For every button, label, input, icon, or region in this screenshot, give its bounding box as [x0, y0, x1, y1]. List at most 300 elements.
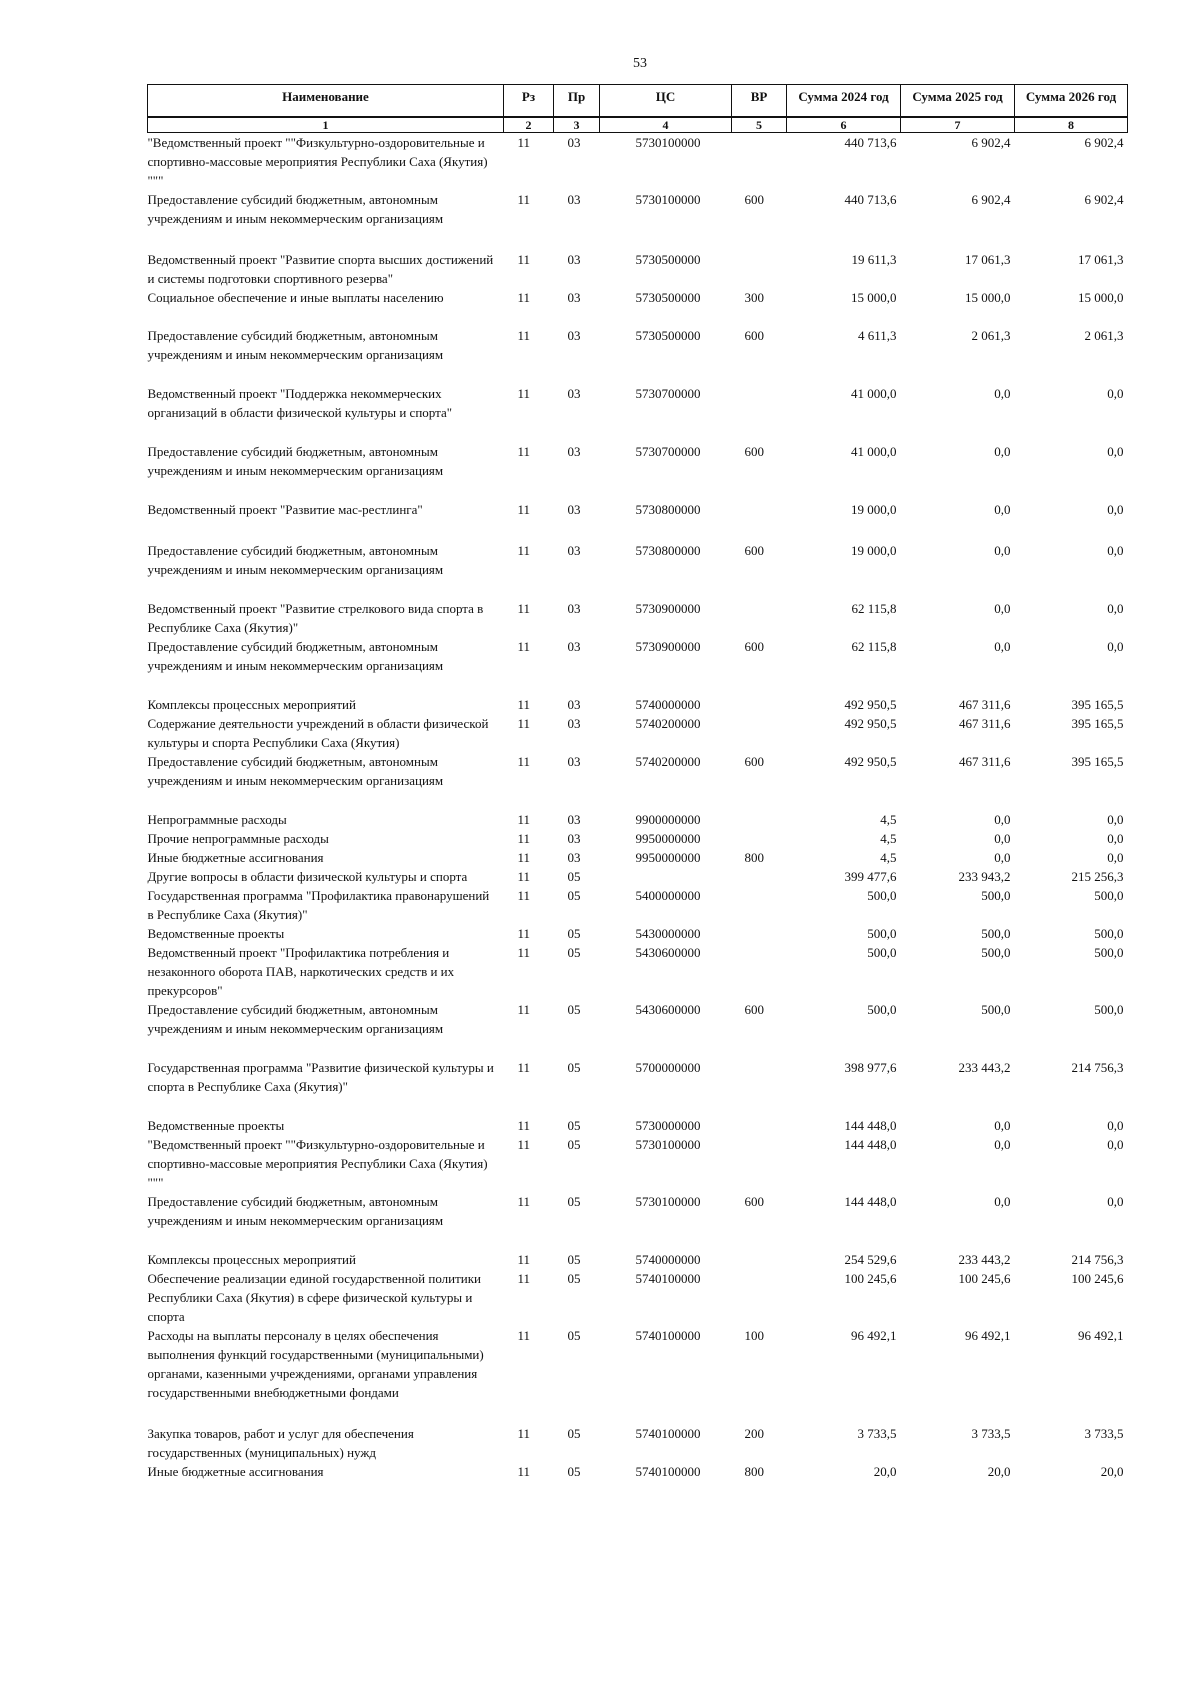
row-name-cell: Предоставление субсидий бюджетным, автономным учреждениям и иным некоммерческим организациям — [147, 1002, 444, 1036]
row-sum-2024-cell: 19 000,0 — [851, 502, 897, 517]
row-rz-cell: 11 — [517, 192, 531, 207]
row-sum-2026-cell: 0,0 — [1107, 543, 1124, 558]
row-pr-cell: 03 — [567, 252, 581, 267]
row-vr-cell — [732, 1135, 787, 1192]
row-rz-cell: 11 — [517, 1252, 531, 1267]
row-cs-cell: 5730100000 — [635, 192, 701, 207]
row-rz-cell: 11 — [517, 945, 531, 960]
row-sum-2025-cell: 233 943,2 — [958, 869, 1011, 884]
row-rz-cell: 11 — [517, 1464, 531, 1479]
row-name-cell: Предоставление субсидий бюджетным, автономным учреждениям и иным некоммерческим организациям — [147, 328, 444, 362]
row-cs-cell: 5430600000 — [635, 945, 701, 960]
row-name-cell: "Ведомственный проект ""Физкультурно-оздоровительные и спортивно-массовые мероприятия Республики Саха (Якутия) """ — [147, 1137, 488, 1190]
row-sum-2026-cell: 395 165,5 — [1071, 697, 1124, 712]
row-sum-2025-cell: 3 733,5 — [971, 1426, 1011, 1441]
row-sum-2026-cell: 0,0 — [1107, 601, 1124, 616]
row-rz-cell: 11 — [517, 601, 531, 616]
row-vr-cell — [732, 867, 787, 886]
row-pr-cell: 05 — [567, 945, 581, 960]
row-sum-2026-cell: 20,0 — [1100, 1464, 1124, 1479]
row-sum-2026-cell: 2 061,3 — [1084, 328, 1124, 343]
row-rz-cell: 11 — [517, 1137, 531, 1152]
row-name-cell: Закупка товаров, работ и услуг для обеспечения государственных (муниципальных) нужд — [147, 1426, 414, 1460]
row-cs-cell: 5730500000 — [635, 328, 701, 343]
row-rz-cell: 11 — [517, 1118, 531, 1133]
row-vr-cell — [732, 924, 787, 943]
table-row — [148, 810, 1128, 829]
budget-table-wrapper — [147, 84, 1124, 1481]
row-sum-2024-cell: 4,5 — [880, 850, 897, 865]
row-vr-cell: 600 — [744, 444, 764, 459]
row-pr-cell: 03 — [567, 290, 581, 305]
row-sum-2025-cell: 6 902,4 — [971, 135, 1011, 150]
table-row — [148, 599, 1128, 637]
row-vr-cell — [732, 250, 787, 288]
row-vr-cell: 200 — [744, 1426, 764, 1441]
row-cs-cell: 5730100000 — [635, 1194, 701, 1209]
row-pr-cell: 03 — [567, 601, 581, 616]
row-pr-cell: 03 — [567, 502, 581, 517]
table-row — [148, 541, 1128, 599]
row-rz-cell: 11 — [517, 290, 531, 305]
row-vr-cell: 600 — [744, 192, 764, 207]
row-name-cell: Предоставление субсидий бюджетным, автономным учреждениям и иным некоммерческим организациям — [147, 639, 444, 673]
row-sum-2025-cell: 233 443,2 — [958, 1252, 1011, 1267]
row-sum-2026-cell: 0,0 — [1107, 1194, 1124, 1209]
row-sum-2025-cell: 467 311,6 — [958, 754, 1011, 769]
row-vr-cell: 600 — [744, 754, 764, 769]
row-name-cell: Государственная программа "Развитие физической культуры и спорта в Республике Саха (Якутия)" — [147, 1060, 494, 1094]
row-sum-2024-cell: 144 448,0 — [844, 1194, 897, 1209]
row-cs-cell: 5730900000 — [635, 601, 701, 616]
row-pr-cell: 05 — [567, 888, 581, 903]
row-name-cell: "Ведомственный проект ""Физкультурно-оздоровительные и спортивно-массовые мероприятия Республики Саха (Якутия) """ — [147, 135, 488, 188]
row-sum-2024-cell: 15 000,0 — [851, 290, 897, 305]
table-row — [148, 829, 1128, 848]
row-vr-cell: 600 — [744, 543, 764, 558]
row-cs-cell: 5730000000 — [635, 1118, 701, 1133]
row-pr-cell: 05 — [567, 869, 581, 884]
row-vr-cell — [732, 829, 787, 848]
row-vr-cell: 600 — [744, 639, 764, 654]
row-sum-2025-cell: 0,0 — [994, 1194, 1011, 1209]
row-sum-2025-cell: 0,0 — [994, 543, 1011, 558]
row-sum-2026-cell: 0,0 — [1107, 831, 1124, 846]
row-sum-2024-cell: 41 000,0 — [851, 444, 897, 459]
row-sum-2026-cell: 0,0 — [1107, 639, 1124, 654]
row-sum-2024-cell: 399 477,6 — [844, 869, 897, 884]
column-number: 2 — [504, 117, 554, 133]
row-sum-2025-cell: 96 492,1 — [965, 1328, 1011, 1343]
row-vr-cell: 800 — [744, 850, 764, 865]
row-sum-2026-cell: 0,0 — [1107, 386, 1124, 401]
row-rz-cell: 11 — [517, 135, 531, 150]
column-number: 5 — [732, 117, 787, 133]
table-row — [148, 637, 1128, 695]
table-row — [148, 886, 1128, 924]
row-name-cell: Расходы на выплаты персоналу в целях обеспечения выполнения функций государственными (муниципальными) органами, казенными учреждениями, органами управления государственными внебюджетными фондами — [147, 1328, 484, 1400]
row-pr-cell: 05 — [567, 1137, 581, 1152]
row-name-cell: Предоставление субсидий бюджетным, автономным учреждениям и иным некоммерческим организациям — [147, 192, 444, 226]
row-vr-cell — [732, 695, 787, 714]
row-vr-cell: 600 — [744, 328, 764, 343]
row-sum-2025-cell: 500,0 — [981, 926, 1011, 941]
row-cs-cell: 5730700000 — [635, 386, 701, 401]
table-row — [148, 867, 1128, 886]
row-name-cell: Ведомственный проект "Развитие спорта высших достижений и системы подготовки спортивного резерва" — [147, 252, 494, 286]
row-sum-2024-cell: 144 448,0 — [844, 1137, 897, 1152]
row-sum-2024-cell: 100 245,6 — [844, 1271, 897, 1286]
row-sum-2025-cell: 467 311,6 — [958, 697, 1011, 712]
row-vr-cell: 100 — [744, 1328, 764, 1343]
row-pr-cell: 05 — [567, 1002, 581, 1017]
row-rz-cell: 11 — [517, 1194, 531, 1209]
row-cs-cell: 5740000000 — [635, 1252, 701, 1267]
row-sum-2025-cell: 0,0 — [994, 386, 1011, 401]
row-rz-cell: 11 — [517, 502, 531, 517]
row-sum-2024-cell: 500,0 — [867, 888, 897, 903]
row-sum-2026-cell: 100 245,6 — [1071, 1271, 1124, 1286]
row-pr-cell: 03 — [567, 831, 581, 846]
row-rz-cell: 11 — [517, 831, 531, 846]
row-name-cell: Ведомственные проекты — [147, 1118, 285, 1133]
row-pr-cell: 05 — [567, 1426, 581, 1441]
table-row — [148, 1116, 1128, 1135]
row-cs-cell: 5730100000 — [635, 135, 701, 150]
table-row — [148, 1135, 1128, 1192]
row-sum-2025-cell: 0,0 — [994, 639, 1011, 654]
row-pr-cell: 05 — [567, 926, 581, 941]
row-name-cell: Комплексы процессных мероприятий — [147, 697, 356, 712]
row-name-cell: Предоставление субсидий бюджетным, автономным учреждениям и иным некоммерческим организациям — [147, 543, 444, 577]
table-row — [148, 288, 1128, 326]
row-name-cell: Предоставление субсидий бюджетным, автономным учреждениям и иным некоммерческим организациям — [147, 444, 444, 478]
table-row — [148, 133, 1128, 191]
row-pr-cell: 03 — [567, 812, 581, 827]
header-name: Наименование — [148, 85, 504, 118]
column-number: 8 — [1015, 117, 1128, 133]
row-sum-2026-cell: 500,0 — [1094, 926, 1124, 941]
row-name-cell: Социальное обеспечение и иные выплаты населению — [147, 290, 444, 305]
header-rz: Рз — [504, 85, 554, 118]
row-rz-cell: 11 — [517, 1271, 531, 1286]
row-sum-2025-cell: 0,0 — [994, 1137, 1011, 1152]
row-vr-cell: 300 — [744, 290, 764, 305]
row-sum-2024-cell: 492 950,5 — [844, 716, 897, 731]
page-number: 53 — [633, 56, 647, 71]
row-cs-cell: 5400000000 — [635, 888, 701, 903]
row-pr-cell: 05 — [567, 1464, 581, 1479]
row-cs-cell: 5740100000 — [635, 1328, 701, 1343]
row-sum-2025-cell: 0,0 — [994, 601, 1011, 616]
table-row — [148, 1058, 1128, 1116]
table-row — [148, 943, 1128, 1000]
row-pr-cell: 03 — [567, 444, 581, 459]
row-rz-cell: 11 — [517, 1328, 531, 1343]
row-pr-cell: 03 — [567, 135, 581, 150]
row-rz-cell: 11 — [517, 444, 531, 459]
row-pr-cell: 03 — [567, 328, 581, 343]
row-name-cell: Ведомственные проекты — [147, 926, 285, 941]
header-sum-2025: Сумма 2025 год — [901, 85, 1015, 118]
row-vr-cell — [732, 886, 787, 924]
row-vr-cell: 600 — [744, 1002, 764, 1017]
row-cs-cell: 5730900000 — [635, 639, 701, 654]
column-number: 4 — [600, 117, 732, 133]
row-pr-cell: 05 — [567, 1060, 581, 1075]
row-sum-2024-cell: 500,0 — [867, 926, 897, 941]
row-sum-2026-cell: 6 902,4 — [1084, 192, 1124, 207]
row-vr-cell: 800 — [744, 1464, 764, 1479]
row-sum-2024-cell: 19 611,3 — [851, 252, 897, 267]
row-rz-cell: 11 — [517, 697, 531, 712]
column-number: 6 — [787, 117, 901, 133]
row-sum-2026-cell: 395 165,5 — [1071, 716, 1124, 731]
row-cs-cell — [600, 867, 732, 886]
row-sum-2024-cell: 62 115,8 — [851, 639, 897, 654]
row-cs-cell: 5740000000 — [635, 697, 701, 712]
row-sum-2024-cell: 500,0 — [867, 945, 897, 960]
row-vr-cell — [732, 384, 787, 442]
table-row — [148, 1192, 1128, 1250]
table-row — [148, 924, 1128, 943]
row-cs-cell: 9950000000 — [635, 831, 701, 846]
row-name-cell: Ведомственный проект "Развитие стрелкового вида спорта в Республике Саха (Якутия)" — [147, 601, 484, 635]
row-sum-2026-cell: 215 256,3 — [1071, 869, 1124, 884]
row-sum-2025-cell: 500,0 — [981, 945, 1011, 960]
row-sum-2024-cell: 492 950,5 — [844, 754, 897, 769]
row-rz-cell: 11 — [517, 1002, 531, 1017]
table-row — [148, 1462, 1128, 1481]
row-sum-2025-cell: 467 311,6 — [958, 716, 1011, 731]
row-sum-2025-cell: 20,0 — [987, 1464, 1011, 1479]
table-row — [148, 714, 1128, 752]
row-sum-2026-cell: 15 000,0 — [1078, 290, 1124, 305]
row-sum-2024-cell: 19 000,0 — [851, 543, 897, 558]
row-name-cell: Ведомственный проект "Профилактика потребления и незаконного оборота ПАВ, наркотических средств и их прекурсоров" — [147, 945, 455, 998]
row-name-cell: Непрограммные расходы — [147, 812, 287, 827]
row-sum-2026-cell: 17 061,3 — [1078, 252, 1124, 267]
row-sum-2025-cell: 0,0 — [994, 831, 1011, 846]
row-sum-2026-cell: 0,0 — [1107, 1118, 1124, 1133]
row-cs-cell: 5430600000 — [635, 1002, 701, 1017]
row-cs-cell: 5730500000 — [635, 252, 701, 267]
header-sum-2024: Сумма 2024 год — [787, 85, 901, 118]
row-name-cell: Предоставление субсидий бюджетным, автономным учреждениям и иным некоммерческим организациям — [147, 754, 444, 788]
header-pr: Пр — [554, 85, 600, 118]
row-sum-2026-cell: 0,0 — [1107, 850, 1124, 865]
table-header — [148, 85, 1128, 133]
row-pr-cell: 05 — [567, 1118, 581, 1133]
row-sum-2026-cell: 500,0 — [1094, 945, 1124, 960]
row-vr-cell — [732, 943, 787, 1000]
row-vr-cell — [732, 714, 787, 752]
row-pr-cell: 05 — [567, 1271, 581, 1286]
table-row — [148, 326, 1128, 384]
header-vr: ВР — [732, 85, 787, 118]
row-pr-cell: 03 — [567, 754, 581, 769]
row-name-cell: Обеспечение реализации единой государственной политики Республики Саха (Якутия) в сфере физической культуры и спорта — [147, 1271, 481, 1324]
row-pr-cell: 03 — [567, 716, 581, 731]
row-sum-2025-cell: 100 245,6 — [958, 1271, 1011, 1286]
row-rz-cell: 11 — [517, 754, 531, 769]
row-pr-cell: 03 — [567, 850, 581, 865]
table-row — [148, 500, 1128, 541]
row-sum-2024-cell: 4 611,3 — [857, 328, 897, 343]
row-rz-cell: 11 — [517, 850, 531, 865]
row-vr-cell — [732, 1250, 787, 1269]
row-sum-2025-cell: 500,0 — [981, 1002, 1011, 1017]
row-vr-cell — [732, 1116, 787, 1135]
row-sum-2024-cell: 440 713,6 — [844, 192, 897, 207]
row-sum-2025-cell: 500,0 — [981, 888, 1011, 903]
row-name-cell: Ведомственный проект "Развитие мас-рестлинга" — [147, 502, 423, 517]
row-rz-cell: 11 — [517, 328, 531, 343]
row-pr-cell: 03 — [567, 639, 581, 654]
row-cs-cell: 9950000000 — [635, 850, 701, 865]
row-vr-cell — [732, 599, 787, 637]
table-row — [148, 442, 1128, 500]
row-cs-cell: 5740200000 — [635, 754, 701, 769]
row-vr-cell — [732, 1058, 787, 1116]
row-sum-2024-cell: 492 950,5 — [844, 697, 897, 712]
table-row — [148, 752, 1128, 810]
column-number: 7 — [901, 117, 1015, 133]
row-sum-2024-cell: 440 713,6 — [844, 135, 897, 150]
row-sum-2026-cell: 3 733,5 — [1084, 1426, 1124, 1441]
row-name-cell: Ведомственный проект "Поддержка некоммерческих организаций в области физической культуры и спорта" — [147, 386, 453, 420]
row-sum-2024-cell: 4,5 — [880, 812, 897, 827]
row-pr-cell: 05 — [567, 1252, 581, 1267]
row-sum-2026-cell: 96 492,1 — [1078, 1328, 1124, 1343]
row-cs-cell: 9900000000 — [635, 812, 701, 827]
row-sum-2026-cell: 500,0 — [1094, 888, 1124, 903]
header-sum-2026: Сумма 2026 год — [1015, 85, 1128, 118]
column-number: 3 — [554, 117, 600, 133]
table-row — [148, 1250, 1128, 1269]
row-pr-cell: 05 — [567, 1328, 581, 1343]
row-rz-cell: 11 — [517, 869, 531, 884]
row-rz-cell: 11 — [517, 639, 531, 654]
row-sum-2024-cell: 20,0 — [873, 1464, 897, 1479]
row-pr-cell: 03 — [567, 192, 581, 207]
table-row — [148, 695, 1128, 714]
row-name-cell: Комплексы процессных мероприятий — [147, 1252, 356, 1267]
row-rz-cell: 11 — [517, 1426, 531, 1441]
row-sum-2024-cell: 96 492,1 — [851, 1328, 897, 1343]
row-cs-cell: 5730700000 — [635, 444, 701, 459]
row-sum-2025-cell: 233 443,2 — [958, 1060, 1011, 1075]
row-cs-cell: 5730800000 — [635, 502, 701, 517]
row-pr-cell: 03 — [567, 543, 581, 558]
table-row — [148, 848, 1128, 867]
row-rz-cell: 11 — [517, 812, 531, 827]
row-name-cell: Иные бюджетные ассигнования — [147, 850, 324, 865]
column-number: 1 — [148, 117, 504, 133]
row-sum-2026-cell: 6 902,4 — [1084, 135, 1124, 150]
row-sum-2024-cell: 398 977,6 — [844, 1060, 897, 1075]
row-cs-cell: 5740200000 — [635, 716, 701, 731]
row-sum-2024-cell: 62 115,8 — [851, 601, 897, 616]
row-sum-2026-cell: 500,0 — [1094, 1002, 1124, 1017]
row-sum-2026-cell: 214 756,3 — [1071, 1060, 1124, 1075]
row-vr-cell: 600 — [744, 1194, 764, 1209]
row-name-cell: Государственная программа "Профилактика правонарушений в Республике Саха (Якутия)" — [147, 888, 490, 922]
row-sum-2025-cell: 17 061,3 — [965, 252, 1011, 267]
row-rz-cell: 11 — [517, 1060, 531, 1075]
row-rz-cell: 11 — [517, 888, 531, 903]
row-sum-2025-cell: 6 902,4 — [971, 192, 1011, 207]
row-sum-2026-cell: 214 756,3 — [1071, 1252, 1124, 1267]
row-sum-2024-cell: 3 733,5 — [857, 1426, 897, 1441]
table-row — [148, 1424, 1128, 1462]
row-vr-cell — [732, 133, 787, 191]
row-sum-2025-cell: 0,0 — [994, 1118, 1011, 1133]
table-row — [148, 1269, 1128, 1326]
row-name-cell: Прочие непрограммные расходы — [147, 831, 329, 846]
row-cs-cell: 5700000000 — [635, 1060, 701, 1075]
header-cs: ЦС — [600, 85, 732, 118]
row-sum-2026-cell: 395 165,5 — [1071, 754, 1124, 769]
table-body — [148, 133, 1128, 1482]
row-sum-2025-cell: 0,0 — [994, 502, 1011, 517]
row-name-cell: Содержание деятельности учреждений в области физической культуры и спорта Республики Саха (Якутия) — [147, 716, 489, 750]
row-sum-2025-cell: 0,0 — [994, 812, 1011, 827]
row-cs-cell: 5740100000 — [635, 1426, 701, 1441]
row-sum-2025-cell: 0,0 — [994, 444, 1011, 459]
row-name-cell: Предоставление субсидий бюджетным, автономным учреждениям и иным некоммерческим организациям — [147, 1194, 444, 1228]
row-sum-2026-cell: 0,0 — [1107, 444, 1124, 459]
table-row — [148, 1326, 1128, 1424]
row-cs-cell: 5730800000 — [635, 543, 701, 558]
row-sum-2024-cell: 144 448,0 — [844, 1118, 897, 1133]
row-cs-cell: 5740100000 — [635, 1271, 701, 1286]
table-row — [148, 190, 1128, 250]
row-pr-cell: 03 — [567, 386, 581, 401]
row-vr-cell — [732, 500, 787, 541]
table-row — [148, 250, 1128, 288]
row-sum-2025-cell: 2 061,3 — [971, 328, 1011, 343]
row-cs-cell: 5730500000 — [635, 290, 701, 305]
budget-table — [147, 84, 1128, 1481]
row-rz-cell: 11 — [517, 386, 531, 401]
row-pr-cell: 03 — [567, 697, 581, 712]
row-sum-2026-cell: 0,0 — [1107, 812, 1124, 827]
row-cs-cell: 5740100000 — [635, 1464, 701, 1479]
row-sum-2024-cell: 41 000,0 — [851, 386, 897, 401]
row-name-cell: Другие вопросы в области физической культуры и спорта — [147, 869, 468, 884]
row-sum-2026-cell: 0,0 — [1107, 502, 1124, 517]
table-row — [148, 384, 1128, 442]
row-cs-cell: 5430000000 — [635, 926, 701, 941]
table-row — [148, 1000, 1128, 1058]
row-vr-cell — [732, 1269, 787, 1326]
row-rz-cell: 11 — [517, 926, 531, 941]
row-pr-cell: 05 — [567, 1194, 581, 1209]
row-rz-cell: 11 — [517, 716, 531, 731]
row-sum-2024-cell: 500,0 — [867, 1002, 897, 1017]
row-cs-cell: 5730100000 — [635, 1137, 701, 1152]
row-sum-2025-cell: 15 000,0 — [965, 290, 1011, 305]
row-sum-2024-cell: 4,5 — [880, 831, 897, 846]
row-sum-2024-cell: 254 529,6 — [844, 1252, 897, 1267]
row-rz-cell: 11 — [517, 252, 531, 267]
row-sum-2026-cell: 0,0 — [1107, 1137, 1124, 1152]
row-sum-2025-cell: 0,0 — [994, 850, 1011, 865]
row-name-cell: Иные бюджетные ассигнования — [147, 1464, 324, 1479]
row-rz-cell: 11 — [517, 543, 531, 558]
row-vr-cell — [732, 810, 787, 829]
